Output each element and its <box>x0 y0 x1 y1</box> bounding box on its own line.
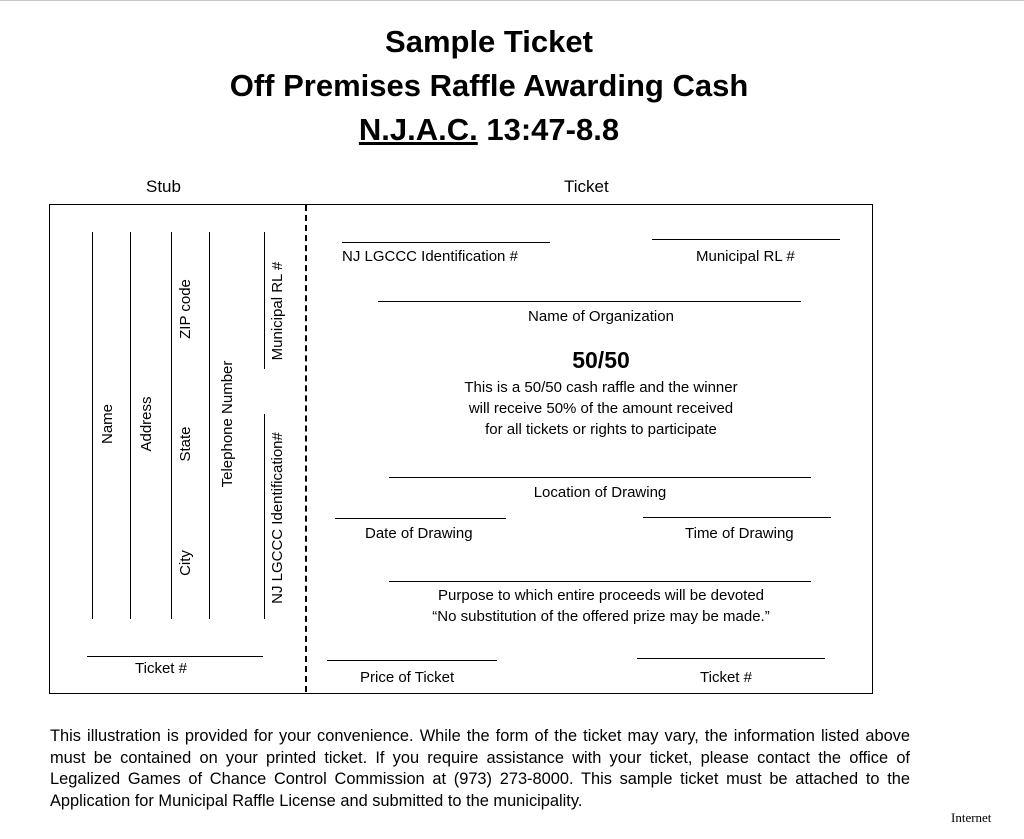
citation-code: N.J.A.C. <box>358 112 478 147</box>
stub-city-label: City <box>177 550 194 576</box>
stub-ticket-number-label: Ticket # <box>135 660 187 677</box>
ticket-number-label: Ticket # <box>700 669 752 686</box>
ticket-number-line <box>637 658 825 659</box>
stub-name-line <box>92 232 93 619</box>
page-subtitle: Off Premises Raffle Awarding Cash <box>229 68 749 103</box>
perforation-line <box>305 205 307 692</box>
stub-ticket-number-line <box>87 656 263 657</box>
regulation-citation <box>0 112 978 148</box>
date-line <box>335 518 506 519</box>
page-title: Sample Ticket <box>385 24 593 59</box>
no-substitution-notice: “No substitution of the offered prize may be made.” <box>432 608 770 625</box>
ticket-heading: Ticket <box>564 177 609 196</box>
purpose-line <box>389 581 811 582</box>
stub-municipal-rl-label: Municipal RL # <box>269 261 286 361</box>
price-label: Price of Ticket <box>360 669 455 686</box>
stub-city-line <box>171 232 172 619</box>
raffle-description-line-1: This is a 50/50 cash raffle and the winner <box>464 379 738 396</box>
municipal-rl-line <box>652 239 840 240</box>
lgccc-id-line <box>342 242 550 243</box>
stub-lgccc-line <box>264 414 265 619</box>
purpose-label: Purpose to which entire proceeds will be devoted <box>437 587 765 604</box>
raffle-description-line-2: will receive 50% of the amount received <box>468 400 734 417</box>
municipal-rl-label: Municipal RL # <box>696 248 795 265</box>
time-label: Time of Drawing <box>685 525 794 542</box>
stub-address-line <box>130 232 131 619</box>
price-line <box>327 660 497 661</box>
stub-name-label: Name <box>99 403 116 445</box>
raffle-type-heading: 50/50 <box>572 347 630 373</box>
organization-label: Name of Organization <box>528 308 674 325</box>
security-zone-status: Internet <box>951 810 992 825</box>
window-top-border <box>0 0 1024 1</box>
date-label: Date of Drawing <box>365 525 473 542</box>
footer-notice: This illustration is provided for your convenience. While the form of the ticket may vary, the information listed above must be contained on your printed ticket. If you require assistance with your ticket, please contact the office of Legalized Games of Chance Control Commission at (973) 273-8000. This sample ticket must be attached to the Application for Municipal Raffle License and submitted to the municipality. <box>50 727 910 810</box>
stub-lgccc-label: NJ LGCCC Identification# <box>269 432 286 604</box>
lgccc-id-label: NJ LGCCC Identification # <box>342 248 518 265</box>
location-label: Location of Drawing <box>533 484 667 501</box>
stub-municipal-rl-line <box>264 232 265 369</box>
time-line <box>643 517 831 518</box>
raffle-description-line-3: for all tickets or rights to participate <box>485 421 717 438</box>
stub-telephone-line <box>209 232 210 619</box>
organization-line <box>378 301 801 302</box>
stub-state-label: State <box>177 426 194 462</box>
stub-zip-label: ZIP code <box>177 279 194 339</box>
citation-number: 13:47-8.8 <box>477 112 620 147</box>
stub-telephone-label: Telephone Number <box>219 360 236 488</box>
stub-address-label: Address <box>138 396 155 452</box>
stub-heading: Stub <box>146 177 181 196</box>
location-line <box>389 477 811 478</box>
